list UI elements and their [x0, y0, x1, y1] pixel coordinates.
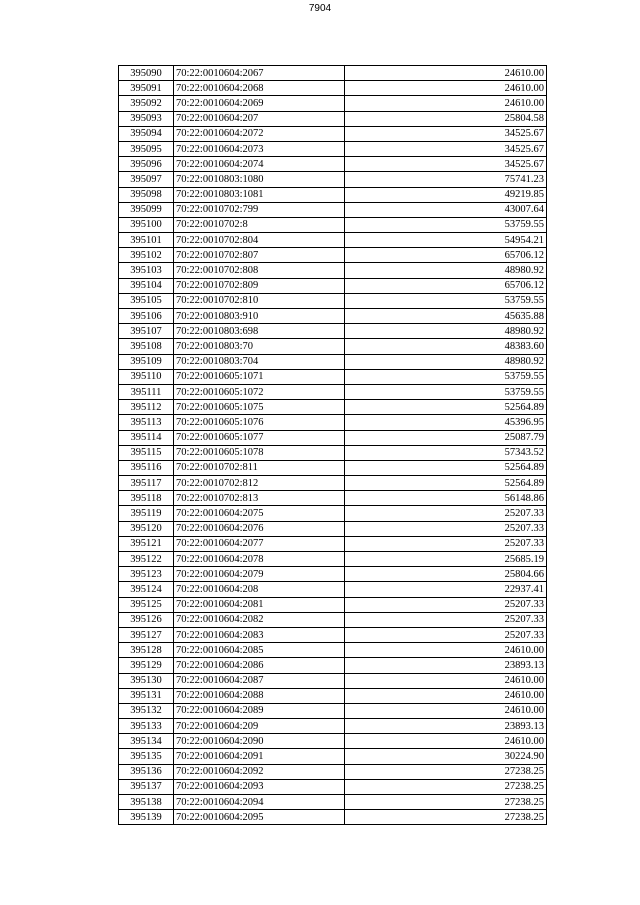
value-cell: 34525.67 — [345, 126, 547, 141]
table-row — [119, 460, 547, 475]
cadastral-number-cell: 70:22:0010604:2075 — [174, 506, 345, 521]
value-cell: 48980.92 — [345, 263, 547, 278]
cadastral-number-cell: 70:22:0010702:808 — [174, 263, 345, 278]
record-id-cell: 395121 — [119, 536, 174, 551]
value-cell: 24610.00 — [345, 66, 547, 81]
cadastral-number-cell: 70:22:0010803:910 — [174, 309, 345, 324]
cadastral-number-cell: 70:22:0010604:2074 — [174, 157, 345, 172]
cadastral-number-cell: 70:22:0010702:809 — [174, 278, 345, 293]
records-table-body — [119, 66, 547, 825]
table-row — [119, 552, 547, 567]
value-cell: 24610.00 — [345, 96, 547, 111]
cadastral-number-cell: 70:22:0010702:807 — [174, 248, 345, 263]
cadastral-number-cell: 70:22:0010604:207 — [174, 111, 345, 126]
record-id-cell: 395092 — [119, 96, 174, 111]
cadastral-number-cell: 70:22:0010803:698 — [174, 324, 345, 339]
cadastral-number-cell: 70:22:0010604:2095 — [174, 810, 345, 825]
value-cell: 53759.55 — [345, 369, 547, 384]
record-id-cell: 395113 — [119, 415, 174, 430]
table-row — [119, 66, 547, 81]
value-cell: 24610.00 — [345, 643, 547, 658]
table-row — [119, 749, 547, 764]
value-cell: 53759.55 — [345, 384, 547, 399]
value-cell: 45396.95 — [345, 415, 547, 430]
record-id-cell: 395139 — [119, 810, 174, 825]
records-table — [118, 65, 547, 825]
value-cell: 24610.00 — [345, 688, 547, 703]
record-id-cell: 395099 — [119, 202, 174, 217]
cadastral-number-cell: 70:22:0010604:2073 — [174, 141, 345, 156]
cadastral-number-cell: 70:22:0010605:1072 — [174, 384, 345, 399]
value-cell: 25207.33 — [345, 612, 547, 627]
cadastral-number-cell: 70:22:0010803:1081 — [174, 187, 345, 202]
value-cell: 48383.60 — [345, 339, 547, 354]
table-row — [119, 658, 547, 673]
value-cell: 24610.00 — [345, 673, 547, 688]
cadastral-number-cell: 70:22:0010604:2067 — [174, 66, 345, 81]
record-id-cell: 395129 — [119, 658, 174, 673]
table-row — [119, 810, 547, 825]
value-cell: 24610.00 — [345, 703, 547, 718]
table-row — [119, 263, 547, 278]
table-row — [119, 384, 547, 399]
table-row — [119, 719, 547, 734]
table-row — [119, 293, 547, 308]
table-row — [119, 217, 547, 232]
cadastral-number-cell: 70:22:0010604:2082 — [174, 612, 345, 627]
table-row — [119, 339, 547, 354]
cadastral-number-cell: 70:22:0010604:2072 — [174, 126, 345, 141]
value-cell: 25087.79 — [345, 430, 547, 445]
table-row — [119, 248, 547, 263]
table-row — [119, 567, 547, 582]
table-row — [119, 521, 547, 536]
record-id-cell: 395100 — [119, 217, 174, 232]
record-id-cell: 395103 — [119, 263, 174, 278]
cadastral-number-cell: 70:22:0010604:2091 — [174, 749, 345, 764]
table-row — [119, 779, 547, 794]
value-cell: 25804.66 — [345, 567, 547, 582]
value-cell: 25207.33 — [345, 521, 547, 536]
table-row — [119, 96, 547, 111]
record-id-cell: 395135 — [119, 749, 174, 764]
record-id-cell: 395117 — [119, 476, 174, 491]
table-row — [119, 430, 547, 445]
cadastral-number-cell: 70:22:0010604:2093 — [174, 779, 345, 794]
value-cell: 25207.33 — [345, 506, 547, 521]
record-id-cell: 395095 — [119, 141, 174, 156]
table-row — [119, 278, 547, 293]
value-cell: 52564.89 — [345, 460, 547, 475]
value-cell: 48980.92 — [345, 354, 547, 369]
record-id-cell: 395096 — [119, 157, 174, 172]
record-id-cell: 395091 — [119, 81, 174, 96]
table-row — [119, 703, 547, 718]
table-row — [119, 536, 547, 551]
cadastral-number-cell: 70:22:0010604:2068 — [174, 81, 345, 96]
value-cell: 25804.58 — [345, 111, 547, 126]
page-number: 7904 — [308, 3, 332, 14]
value-cell: 27238.25 — [345, 810, 547, 825]
table-row — [119, 506, 547, 521]
table-row — [119, 582, 547, 597]
cadastral-number-cell: 70:22:0010604:2079 — [174, 567, 345, 582]
record-id-cell: 395102 — [119, 248, 174, 263]
record-id-cell: 395128 — [119, 643, 174, 658]
cadastral-number-cell: 70:22:0010604:2089 — [174, 703, 345, 718]
record-id-cell: 395133 — [119, 719, 174, 734]
table-row — [119, 81, 547, 96]
record-id-cell: 395130 — [119, 673, 174, 688]
cadastral-number-cell: 70:22:0010604:2090 — [174, 734, 345, 749]
table-row — [119, 597, 547, 612]
value-cell: 23893.13 — [345, 658, 547, 673]
value-cell: 45635.88 — [345, 309, 547, 324]
cadastral-number-cell: 70:22:0010604:2085 — [174, 643, 345, 658]
record-id-cell: 395136 — [119, 764, 174, 779]
cadastral-number-cell: 70:22:0010605:1077 — [174, 430, 345, 445]
value-cell: 53759.55 — [345, 217, 547, 232]
record-id-cell: 395114 — [119, 430, 174, 445]
record-id-cell: 395108 — [119, 339, 174, 354]
value-cell: 65706.12 — [345, 248, 547, 263]
value-cell: 25207.33 — [345, 627, 547, 642]
table-row — [119, 141, 547, 156]
cadastral-number-cell: 70:22:0010702:811 — [174, 460, 345, 475]
value-cell: 52564.89 — [345, 476, 547, 491]
value-cell: 25207.33 — [345, 597, 547, 612]
value-cell: 34525.67 — [345, 141, 547, 156]
record-id-cell: 395090 — [119, 66, 174, 81]
cadastral-number-cell: 70:22:0010604:2088 — [174, 688, 345, 703]
table-row — [119, 369, 547, 384]
table-row — [119, 126, 547, 141]
value-cell: 24610.00 — [345, 734, 547, 749]
record-id-cell: 395118 — [119, 491, 174, 506]
table-row — [119, 309, 547, 324]
table-row — [119, 324, 547, 339]
table-row — [119, 233, 547, 248]
cadastral-number-cell: 70:22:0010604:2094 — [174, 795, 345, 810]
record-id-cell: 395131 — [119, 688, 174, 703]
record-id-cell: 395115 — [119, 445, 174, 460]
cadastral-number-cell: 70:22:0010605:1071 — [174, 369, 345, 384]
record-id-cell: 395122 — [119, 552, 174, 567]
table-row — [119, 795, 547, 810]
cadastral-number-cell: 70:22:0010604:2078 — [174, 552, 345, 567]
table-row — [119, 400, 547, 415]
value-cell: 65706.12 — [345, 278, 547, 293]
value-cell: 34525.67 — [345, 157, 547, 172]
cadastral-number-cell: 70:22:0010604:2081 — [174, 597, 345, 612]
record-id-cell: 395120 — [119, 521, 174, 536]
cadastral-number-cell: 70:22:0010604:2077 — [174, 536, 345, 551]
table-row — [119, 157, 547, 172]
cadastral-number-cell: 70:22:0010604:2076 — [174, 521, 345, 536]
table-row — [119, 354, 547, 369]
record-id-cell: 395126 — [119, 612, 174, 627]
record-id-cell: 395124 — [119, 582, 174, 597]
cadastral-number-cell: 70:22:0010605:1076 — [174, 415, 345, 430]
value-cell: 25685.19 — [345, 552, 547, 567]
record-id-cell: 395105 — [119, 293, 174, 308]
value-cell: 27238.25 — [345, 795, 547, 810]
cadastral-number-cell: 70:22:0010604:209 — [174, 719, 345, 734]
value-cell: 54954.21 — [345, 233, 547, 248]
record-id-cell: 395094 — [119, 126, 174, 141]
cadastral-number-cell: 70:22:0010803:70 — [174, 339, 345, 354]
cadastral-number-cell: 70:22:0010702:810 — [174, 293, 345, 308]
record-id-cell: 395134 — [119, 734, 174, 749]
value-cell: 30224.90 — [345, 749, 547, 764]
cadastral-number-cell: 70:22:0010604:2087 — [174, 673, 345, 688]
cadastral-number-cell: 70:22:0010605:1078 — [174, 445, 345, 460]
table-row — [119, 764, 547, 779]
value-cell: 49219.85 — [345, 187, 547, 202]
record-id-cell: 395101 — [119, 233, 174, 248]
cadastral-number-cell: 70:22:0010803:1080 — [174, 172, 345, 187]
cadastral-number-cell: 70:22:0010702:812 — [174, 476, 345, 491]
value-cell: 52564.89 — [345, 400, 547, 415]
value-cell: 23893.13 — [345, 719, 547, 734]
cadastral-number-cell: 70:22:0010604:2083 — [174, 627, 345, 642]
record-id-cell: 395106 — [119, 309, 174, 324]
cadastral-number-cell: 70:22:0010605:1075 — [174, 400, 345, 415]
record-id-cell: 395137 — [119, 779, 174, 794]
table-row — [119, 202, 547, 217]
cadastral-number-cell: 70:22:0010702:813 — [174, 491, 345, 506]
table-row — [119, 491, 547, 506]
value-cell: 53759.55 — [345, 293, 547, 308]
value-cell: 27238.25 — [345, 764, 547, 779]
table-row — [119, 415, 547, 430]
cadastral-number-cell: 70:22:0010604:2069 — [174, 96, 345, 111]
record-id-cell: 395104 — [119, 278, 174, 293]
value-cell: 43007.64 — [345, 202, 547, 217]
record-id-cell: 395112 — [119, 400, 174, 415]
record-id-cell: 395097 — [119, 172, 174, 187]
table-row — [119, 111, 547, 126]
table-row — [119, 734, 547, 749]
value-cell: 48980.92 — [345, 324, 547, 339]
table-row — [119, 673, 547, 688]
table-row — [119, 476, 547, 491]
value-cell: 57343.52 — [345, 445, 547, 460]
value-cell: 24610.00 — [345, 81, 547, 96]
table-row — [119, 612, 547, 627]
table-row — [119, 643, 547, 658]
cadastral-number-cell: 70:22:0010702:804 — [174, 233, 345, 248]
table-row — [119, 172, 547, 187]
value-cell: 25207.33 — [345, 536, 547, 551]
value-cell: 56148.86 — [345, 491, 547, 506]
record-id-cell: 395138 — [119, 795, 174, 810]
record-id-cell: 395127 — [119, 627, 174, 642]
table-row — [119, 627, 547, 642]
record-id-cell: 395107 — [119, 324, 174, 339]
cadastral-number-cell: 70:22:0010702:799 — [174, 202, 345, 217]
record-id-cell: 395125 — [119, 597, 174, 612]
cadastral-number-cell: 70:22:0010604:2086 — [174, 658, 345, 673]
record-id-cell: 395109 — [119, 354, 174, 369]
table-row — [119, 688, 547, 703]
record-id-cell: 395132 — [119, 703, 174, 718]
record-id-cell: 395098 — [119, 187, 174, 202]
record-id-cell: 395093 — [119, 111, 174, 126]
cadastral-number-cell: 70:22:0010604:208 — [174, 582, 345, 597]
cadastral-number-cell: 70:22:0010604:2092 — [174, 764, 345, 779]
cadastral-number-cell: 70:22:0010702:8 — [174, 217, 345, 232]
value-cell: 27238.25 — [345, 779, 547, 794]
table-row — [119, 445, 547, 460]
record-id-cell: 395123 — [119, 567, 174, 582]
record-id-cell: 395111 — [119, 384, 174, 399]
table-row — [119, 187, 547, 202]
cadastral-number-cell: 70:22:0010803:704 — [174, 354, 345, 369]
record-id-cell: 395110 — [119, 369, 174, 384]
value-cell: 75741.23 — [345, 172, 547, 187]
value-cell: 22937.41 — [345, 582, 547, 597]
record-id-cell: 395116 — [119, 460, 174, 475]
record-id-cell: 395119 — [119, 506, 174, 521]
